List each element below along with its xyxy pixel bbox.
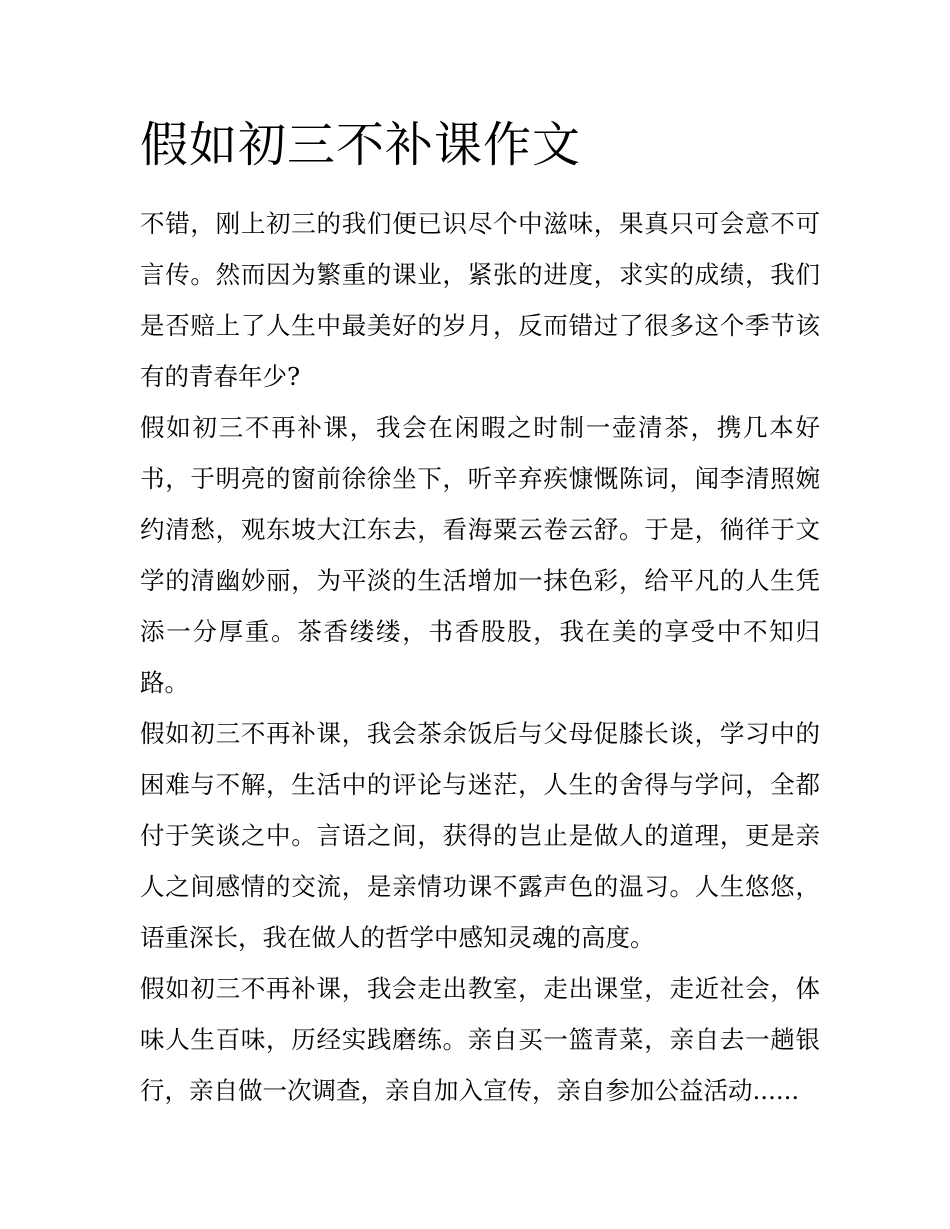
paragraph-2 <box>140 402 820 708</box>
text-line: 假如初三不再补课，我会在闲暇之时制一壶清茶，携几本好 <box>140 413 820 442</box>
text-line: 不错，刚上初三的我们便已识尽个中滋味，果真只可会意不可 <box>140 209 820 238</box>
text-line: 是否赔上了人生中最美好的岁月，反而错过了很多这个季节该 <box>140 311 820 340</box>
text-line: 学的清幽妙丽，为平淡的生活增加一抹色彩，给平凡的人生凭 <box>140 566 820 595</box>
paragraph-1 <box>140 198 820 402</box>
text-line: 行，亲自做一次调查，亲自加入宣传，亲自参加公益活动...... <box>140 1076 800 1105</box>
text-line: 人之间感情的交流，是亲情功课不露声色的温习。人生悠悠， <box>140 872 820 901</box>
text-line: 言传。然而因为繁重的课业，紧张的进度，求实的成绩，我们 <box>140 260 820 289</box>
text-line: 付于笑谈之中。言语之间，获得的岂止是做人的道理，更是亲 <box>140 821 820 850</box>
text-line: 语重深长，我在做人的哲学中感知灵魂的高度。 <box>140 923 655 952</box>
text-line: 假如初三不再补课，我会走出教室，走出课堂，走近社会，体 <box>140 974 820 1003</box>
text-line: 有的青春年少? <box>140 362 301 391</box>
paragraph-4 <box>140 963 820 1116</box>
paragraph-3 <box>140 708 820 963</box>
text-line: 添一分厚重。茶香缕缕，书香股股，我在美的享受中不知归 <box>140 617 820 646</box>
text-line: 路。 <box>140 668 189 697</box>
text-line: 约清愁，观东坡大江东去，看海粟云卷云舒。于是，徜徉于文 <box>140 515 820 544</box>
text-line: 书，于明亮的窗前徐徐坐下，听辛弃疾慷慨陈词，闻李清照婉 <box>140 464 820 493</box>
text-line: 假如初三不再补课，我会茶余饭后与父母促膝长谈，学习中的 <box>140 719 820 748</box>
text-line: 味人生百味，历经实践磨练。亲自买一篮青菜，亲自去一趟银 <box>140 1025 820 1054</box>
document-page <box>140 110 820 1116</box>
document-title: 假如初三不补课作文 <box>140 117 582 173</box>
text-line: 困难与不解，生活中的评论与迷茫，人生的舍得与学问，全都 <box>140 770 820 799</box>
